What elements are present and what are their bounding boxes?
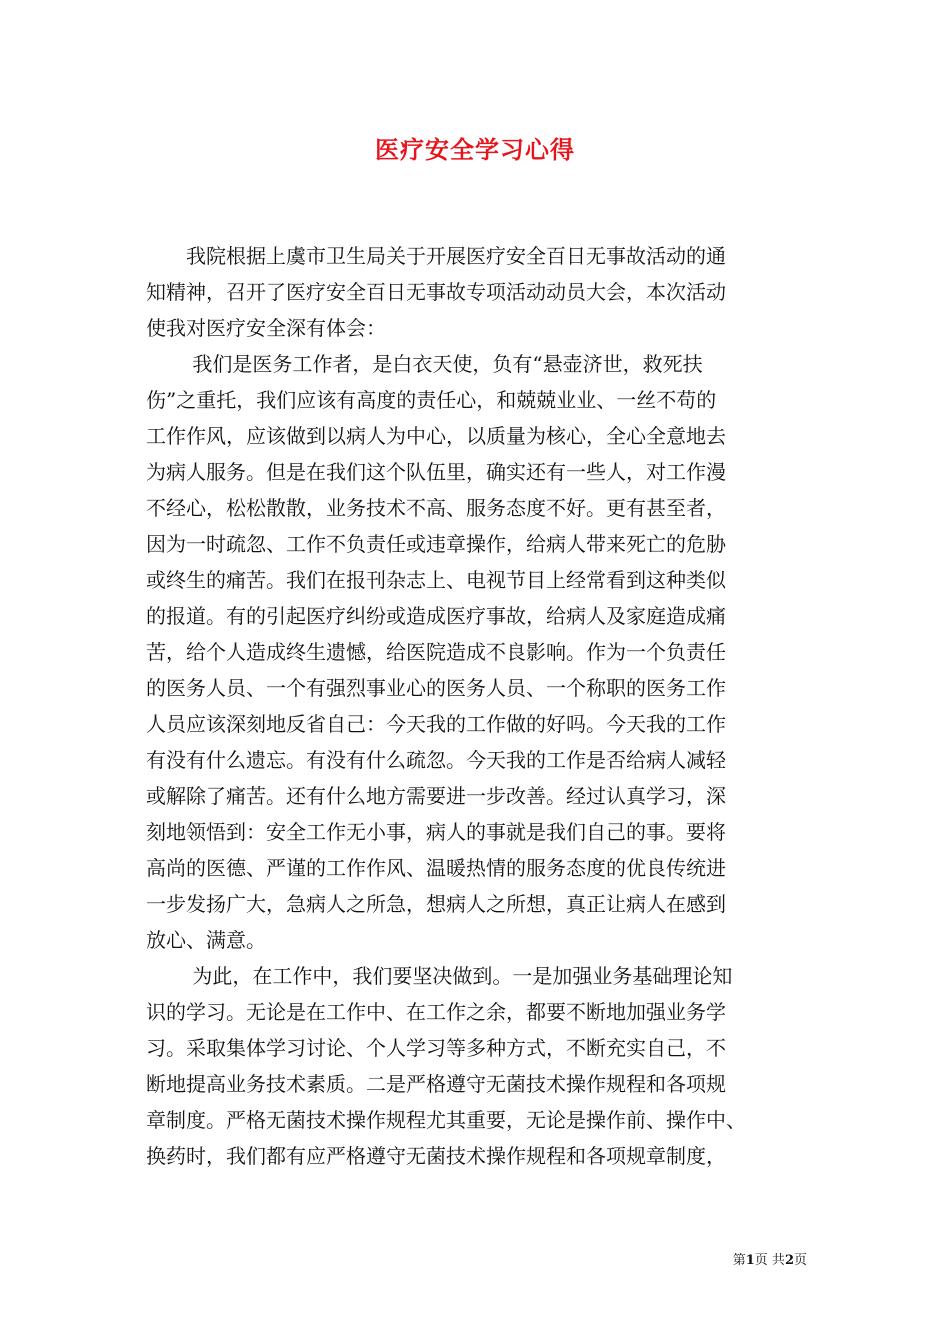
page-footer (733, 1249, 807, 1268)
text-line: 因为一时疏忽、工作不负责任或违章操作，给病人带来死亡的危胁 (146, 532, 726, 556)
text-line: 一步发扬广大，急病人之所急，想病人之所想，真正让病人在感到 (146, 892, 726, 916)
text-line: 知精神，召开了医疗安全百日无事故专项活动动员大会，本次活动 (146, 280, 726, 304)
text-line: 断地提高业务技术素质。二是严格遵守无菌技术操作规程和各项规 (146, 1072, 726, 1096)
footer-suffix: 页 (793, 1253, 807, 1268)
text-line: 的医务人员、一个有强烈事业心的医务人员、一个称职的医务工作 (146, 676, 726, 700)
footer-current-page: 1 (745, 1253, 755, 1268)
footer-middle: 页 共 (754, 1253, 785, 1268)
footer-total-pages: 2 (784, 1253, 794, 1268)
document-title: 医疗安全学习心得 (375, 135, 575, 164)
text-line: 习。采取集体学习讨论、个人学习等多种方式，不断充实自己，不 (146, 1036, 726, 1060)
text-line: 我院根据上虞市卫生局关于开展医疗安全百日无事故活动的通 (146, 244, 726, 268)
text-line: 刻地领悟到：安全工作无小事，病人的事就是我们自己的事。要将 (146, 820, 726, 844)
text-line: 为此，在工作中，我们要坚决做到。一是加强业务基础理论知 (146, 964, 733, 988)
text-line: 换药时，我们都有应严格遵守无菌技术操作规程和各项规章制度， (146, 1144, 726, 1168)
text-line: 识的学习。无论是在工作中、在工作之余，都要不断地加强业务学 (146, 1000, 726, 1024)
text-line: 高尚的医德、严谨的工作作风、温暖热情的服务态度的优良传统进 (146, 856, 726, 880)
text-line: 或解除了痛苦。还有什么地方需要进一步改善。经过认真学习，深 (146, 784, 726, 808)
text-line: 伤”之重托，我们应该有高度的责任心，和兢兢业业、一丝不苟的 (146, 388, 717, 412)
document-body (146, 238, 808, 1174)
text-line: 的报道。有的引起医疗纠纷或造成医疗事故，给病人及家庭造成痛 (146, 604, 726, 628)
text-line: 不经心，松松散散，业务技术不高、服务态度不好。更有甚至者， (146, 496, 726, 520)
text-line: 为病人服务。但是在我们这个队伍里，确实还有一些人，对工作漫 (146, 460, 726, 484)
text-line: 或终生的痛苦。我们在报刊杂志上、电视节目上经常看到这种类似 (146, 568, 726, 592)
text-line: 章制度。严格无菌技术操作规程尤其重要，无论是操作前、操作中、 (146, 1108, 746, 1132)
text-line: 工作作风，应该做到以病人为中心，以质量为核心，全心全意地去 (146, 424, 726, 448)
text-line: 使我对医疗安全深有体会： (146, 316, 386, 340)
text-line: 有没有什么遗忘。有没有什么疏忽。今天我的工作是否给病人减轻 (146, 748, 726, 772)
text-line: 放心、满意。 (146, 928, 266, 952)
text-line: 我们是医务工作者，是白衣天使，负有“悬壶济世，救死扶 (146, 352, 703, 376)
text-line: 人员应该深刻地反省自己：今天我的工作做的好吗。今天我的工作 (146, 712, 726, 736)
text-line: 苦，给个人造成终生遗憾，给医院造成不良影响。作为一个负责任 (146, 640, 726, 664)
footer-prefix: 第 (732, 1253, 746, 1268)
